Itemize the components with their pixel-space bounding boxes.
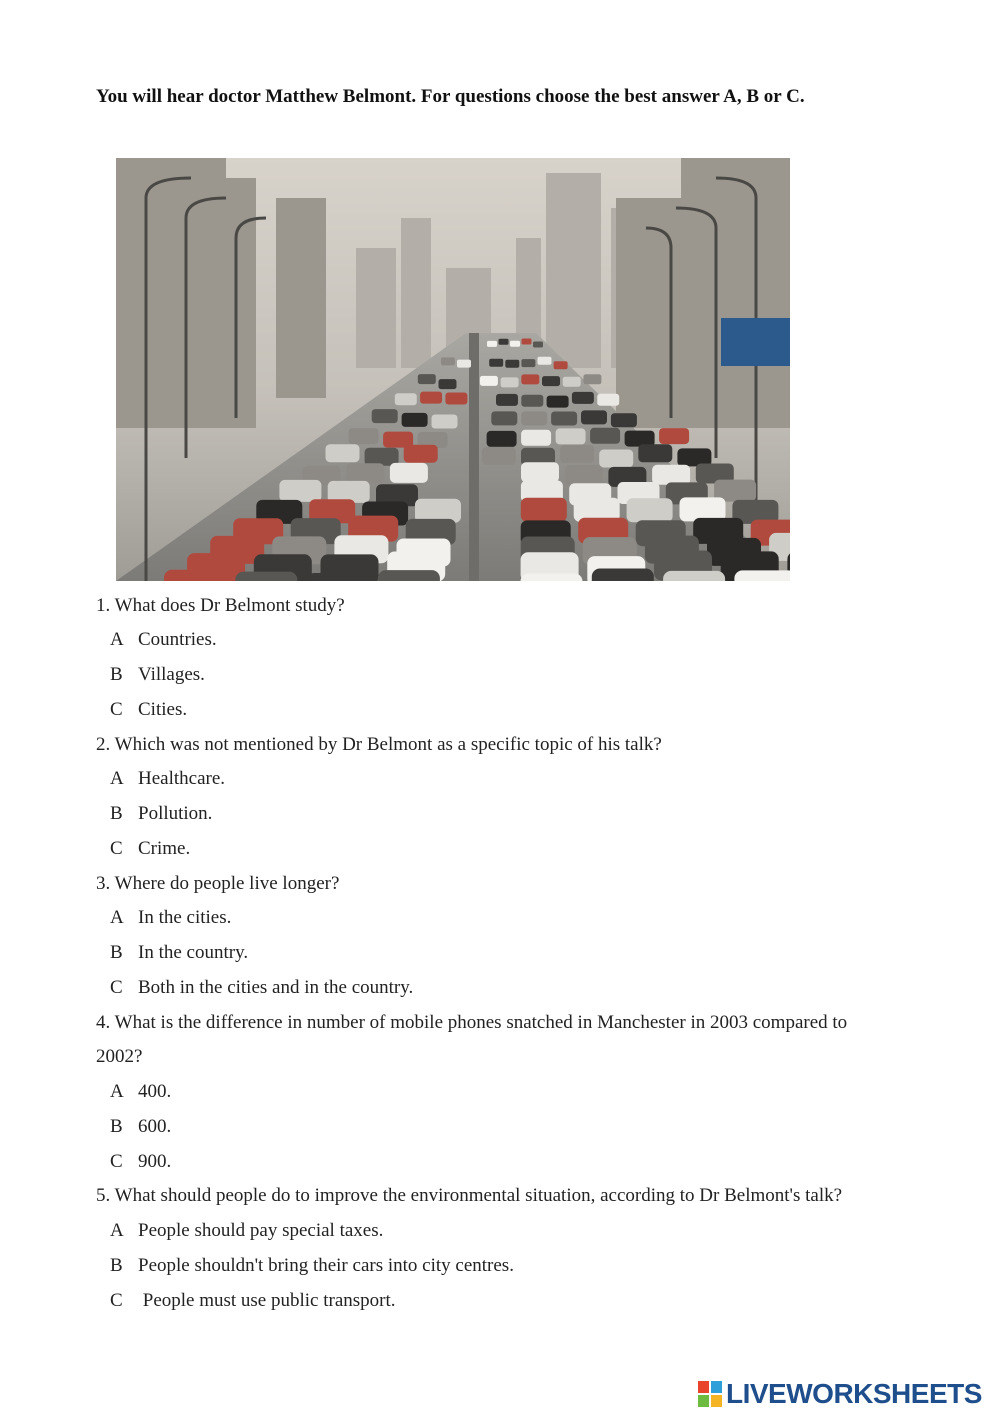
option-letter: A — [110, 907, 124, 928]
option-text: 900. — [138, 1151, 172, 1172]
car-shape — [611, 413, 637, 427]
question-5-option-a[interactable] — [110, 1220, 383, 1242]
car-shape — [663, 571, 725, 581]
car-shape — [441, 357, 455, 365]
car-shape — [583, 374, 601, 384]
car-shape — [597, 394, 619, 406]
option-letter: B — [110, 1116, 123, 1137]
car-shape — [480, 376, 498, 386]
option-text: 400. — [138, 1081, 172, 1102]
car-shape — [590, 428, 620, 444]
option-letter: A — [110, 1081, 124, 1102]
liveworksheets-logo-text: LIVEWORKSHEETS — [726, 1378, 982, 1409]
option-text: Both in the cities and in the country. — [138, 977, 414, 998]
option-letter: B — [110, 942, 123, 963]
car-shape — [565, 465, 603, 485]
question-4-option-a[interactable] — [110, 1081, 171, 1103]
car-shape — [489, 359, 503, 367]
car-shape — [521, 374, 539, 384]
car-shape — [627, 498, 673, 522]
car-shape — [734, 570, 790, 581]
car-shape — [522, 339, 532, 345]
car-shape — [279, 480, 321, 502]
car-shape — [581, 410, 607, 424]
question-4-line-2: 2002? — [96, 1046, 143, 1067]
car-shape — [491, 411, 517, 425]
option-text: In the country. — [138, 942, 249, 963]
option-text: In the cities. — [138, 907, 232, 928]
liveworksheets-logo — [698, 1378, 982, 1410]
car-shape — [457, 360, 471, 368]
car-shape — [420, 392, 442, 404]
liveworksheets-logo-icon — [698, 1381, 722, 1407]
car-shape — [521, 411, 547, 425]
car-shape — [521, 395, 543, 407]
question-3-option-a[interactable] — [110, 907, 231, 929]
question-5-option-b[interactable] — [110, 1255, 514, 1277]
car-shape — [638, 444, 672, 462]
option-text: Cities. — [138, 699, 188, 720]
option-letter: C — [110, 838, 123, 859]
car-shape — [659, 428, 689, 444]
car-shape — [404, 445, 438, 463]
car-shape — [496, 394, 518, 406]
question-1-option-a[interactable] — [110, 629, 217, 651]
option-text: People must use public transport. — [138, 1290, 396, 1311]
car-shape — [533, 342, 543, 348]
option-letter: B — [110, 803, 123, 824]
car-shape — [487, 431, 517, 447]
car-shape — [625, 431, 655, 447]
traffic-jam-photo — [116, 158, 790, 581]
car-shape — [499, 339, 509, 345]
car-shape — [326, 444, 360, 462]
option-letter: A — [110, 629, 124, 650]
option-letter: A — [110, 1220, 124, 1241]
option-letter: B — [110, 1255, 123, 1276]
option-letter: B — [110, 664, 123, 685]
car-shape — [521, 462, 559, 482]
instructions-heading: You will hear doctor Matthew Belmont. For questions choose the best answer A, B or C. — [96, 86, 805, 107]
car-shape — [560, 445, 594, 463]
question-1: 1. What does Dr Belmont study? — [96, 595, 345, 616]
car-shape — [445, 393, 467, 405]
car-shape — [554, 361, 568, 369]
car-shape — [390, 463, 428, 483]
option-text: Villages. — [138, 664, 205, 685]
question-3-option-c[interactable] — [110, 977, 413, 999]
car-shape — [418, 374, 436, 384]
car-shape — [542, 376, 560, 386]
option-text: Countries. — [138, 629, 217, 650]
car-shape — [395, 393, 417, 405]
car-shape — [164, 570, 226, 581]
car-shape — [556, 428, 586, 444]
car-shape — [439, 379, 457, 389]
car-shape — [521, 498, 567, 522]
car-shape — [563, 377, 581, 387]
car-shape — [510, 341, 520, 347]
question-2-option-a[interactable] — [110, 768, 225, 790]
traffic-jam-illustration — [116, 158, 790, 581]
option-text: Healthcare. — [138, 768, 226, 789]
question-2-option-b[interactable] — [110, 803, 212, 825]
car-shape — [432, 415, 458, 429]
question-3: 3. Where do people live longer? — [96, 873, 340, 894]
option-letter: C — [110, 977, 123, 998]
car-shape — [599, 450, 633, 468]
car-shape — [521, 573, 583, 581]
question-2: 2. Which was not mentioned by Dr Belmont as a specific topic of his talk? — [96, 734, 662, 755]
question-1-option-c[interactable] — [110, 699, 187, 721]
car-shape — [346, 463, 384, 483]
question-4-option-c[interactable] — [110, 1151, 171, 1173]
option-text: People shouldn't bring their cars into city centres. — [138, 1255, 514, 1276]
option-letter: C — [110, 699, 123, 720]
car-shape — [592, 569, 654, 582]
question-4-line-1: 4. What is the difference in number of mobile phones snatched in Manchester in 2003 compared to — [96, 1012, 848, 1033]
car-shape — [521, 430, 551, 446]
option-text: Pollution. — [138, 803, 213, 824]
option-text: Crime. — [138, 838, 191, 859]
car-shape — [652, 465, 690, 485]
car-shape — [307, 573, 369, 581]
car-shape — [680, 497, 726, 521]
question-5-option-c[interactable] — [110, 1290, 396, 1312]
option-letter: C — [110, 1151, 123, 1172]
car-shape — [538, 357, 552, 365]
car-shape — [365, 448, 399, 466]
car-shape — [547, 396, 569, 408]
option-text: People should pay special taxes. — [138, 1220, 384, 1241]
car-shape — [572, 392, 594, 404]
option-letter: A — [110, 768, 124, 789]
car-shape — [372, 409, 398, 423]
car-shape — [505, 360, 519, 368]
question-4-option-b[interactable] — [110, 1116, 171, 1138]
car-shape — [551, 412, 577, 426]
car-shape — [501, 377, 519, 387]
question-1-option-b[interactable] — [110, 664, 205, 686]
option-letter: C — [110, 1290, 123, 1311]
car-shape — [482, 447, 516, 465]
question-2-option-c[interactable] — [110, 838, 190, 860]
car-shape — [487, 341, 497, 347]
option-text: 600. — [138, 1116, 172, 1137]
car-shape — [349, 428, 379, 444]
question-5: 5. What should people do to improve the environmental situation, according to Dr Belmont's talk? — [96, 1185, 843, 1206]
question-3-option-b[interactable] — [110, 942, 248, 964]
car-shape — [235, 572, 297, 581]
car-shape — [521, 359, 535, 367]
car-shape — [402, 413, 428, 427]
car-shape — [378, 570, 440, 581]
